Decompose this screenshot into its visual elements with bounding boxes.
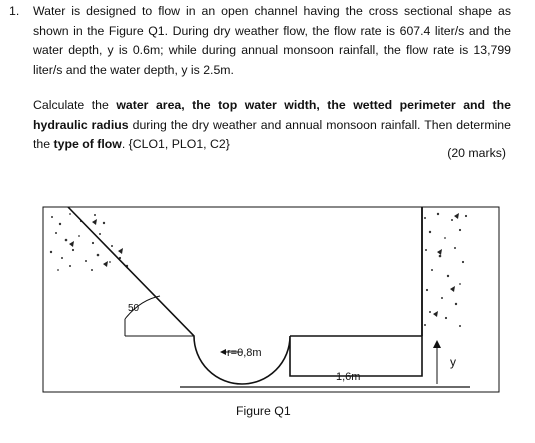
left-soil-texture (50, 213, 128, 271)
para2-bold-type-of-flow: type of flow (53, 137, 122, 151)
right-soil-texture (424, 213, 467, 327)
para2-mid: during the dry weather and annual monsoon rainfall. Then determine the (33, 117, 511, 151)
marks-label: (20 marks) (447, 146, 506, 160)
question-paragraph-1: Water is designed to flow in an open channel having the cross sectional shape as shown in the Figure Q1. During dry weather flow, the flow rate is 607.4 liter/s and the water depth, y is 0.6m; while during annual monsoon rainfall, the flow rate is 13,799 liter/s and the water depth, y is 2.5m. (33, 4, 511, 77)
para2-bold-quantities: water area, the top water width, the wetted perimeter and the hydraulic radius (33, 98, 511, 132)
width-label: 1,6m (336, 371, 361, 383)
angle-label: 50 (128, 303, 140, 314)
radius-label: r=0,8m (227, 347, 262, 359)
depth-label: y (450, 355, 456, 369)
para2-end: . {CLO1, PLO1, C2} (121, 137, 230, 151)
figure-caption: Figure Q1 (236, 404, 291, 418)
figure-frame (43, 207, 499, 392)
question-number: 1. (9, 4, 20, 18)
para2-start: Calculate the (33, 98, 117, 112)
